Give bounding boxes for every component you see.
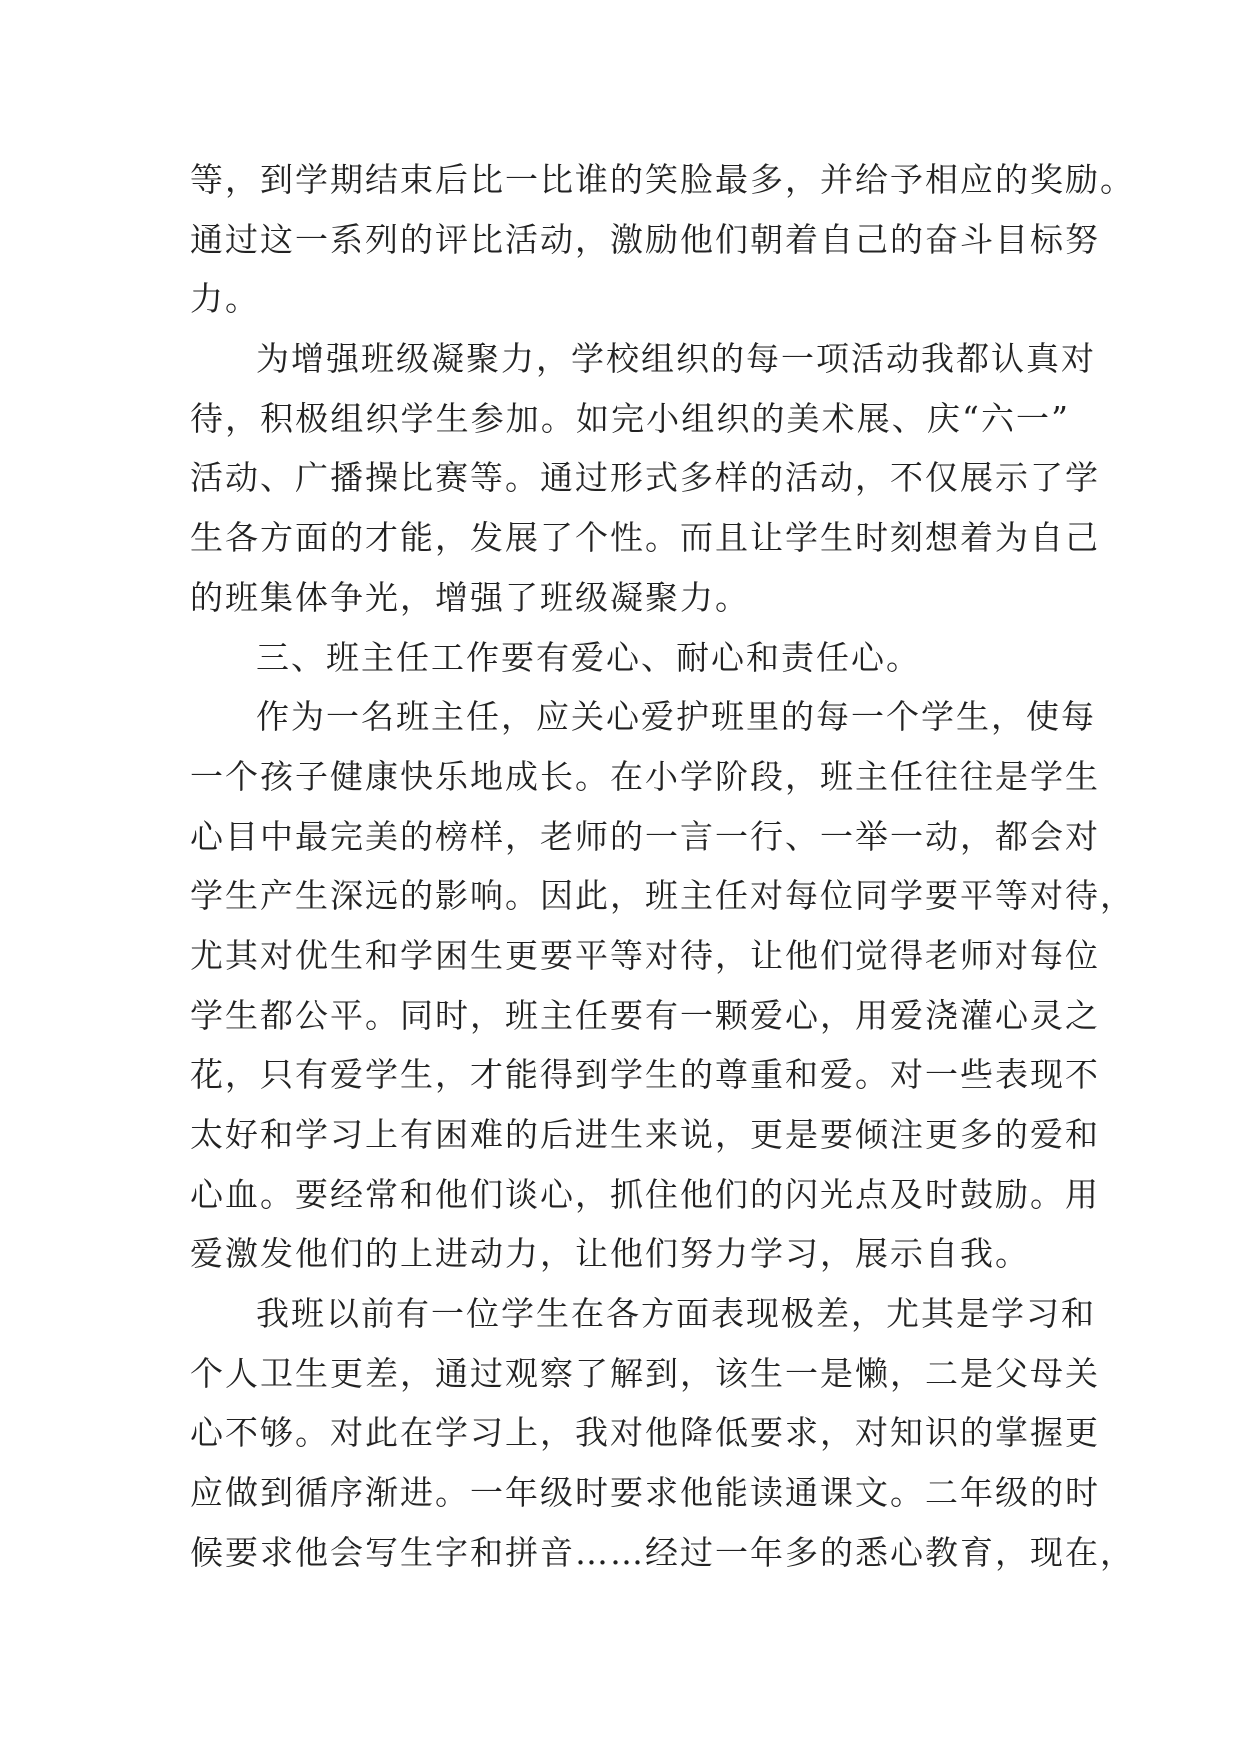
text-line: 生各方面的才能，发展了个性。而且让学生时刻想着为自己 bbox=[190, 518, 1100, 558]
text-line: 我班以前有一位学生在各方面表现极差，尤其是学习和 bbox=[256, 1294, 1096, 1334]
text-line: 心血。要经常和他们谈心，抓住他们的闪光点及时鼓励。用 bbox=[190, 1174, 1100, 1214]
text-line: 爱激发他们的上进动力，让他们努力学习，展示自我。 bbox=[190, 1234, 1030, 1274]
text-line: 待，积极组织学生参加。如完小组织的美术展、庆“六一” bbox=[190, 398, 1070, 438]
text-line: 三、班主任工作要有爱心、耐心和责任心。 bbox=[256, 637, 921, 677]
text-line: 应做到循序渐进。一年级时要求他能读通课文。二年级的时 bbox=[190, 1473, 1100, 1513]
body-text bbox=[190, 150, 1135, 1583]
text-line: 个人卫生更差，通过观察了解到，该生一是懒，二是父母关 bbox=[190, 1353, 1100, 1393]
text-line: 通过这一系列的评比活动，激励他们朝着自己的奋斗目标努 bbox=[190, 219, 1100, 259]
text-line: 力。 bbox=[190, 279, 260, 319]
text-line: 等，到学期结束后比一比谁的笑脸最多，并给予相应的奖励。 bbox=[190, 160, 1135, 199]
text-line: 尤其对优生和学困生更要平等对待，让他们觉得老师对每位 bbox=[190, 935, 1100, 975]
text-line: 学生都公平。同时，班主任要有一颗爱心，用爱浇灌心灵之 bbox=[190, 995, 1100, 1035]
text-line: 心目中最完美的榜样，老师的一言一行、一举一动，都会对 bbox=[190, 816, 1100, 856]
text-line: 作为一名班主任，应关心爱护班里的每一个学生，使每 bbox=[256, 697, 1096, 737]
text-line: 为增强班级凝聚力，学校组织的每一项活动我都认真对 bbox=[256, 339, 1096, 379]
text-line: 候要求他会写生字和拼音……经过一年多的悉心教育，现在， bbox=[190, 1532, 1135, 1572]
text-line: 的班集体争光，增强了班级凝聚力。 bbox=[190, 577, 750, 617]
text-line: 心不够。对此在学习上，我对他降低要求，对知识的掌握更 bbox=[190, 1413, 1100, 1453]
text-line: 太好和学习上有困难的后进生来说，更是要倾注更多的爱和 bbox=[190, 1115, 1100, 1154]
text-line: 一个孩子健康快乐地成长。在小学阶段，班主任往往是学生 bbox=[190, 756, 1100, 796]
text-line: 花，只有爱学生，才能得到学生的尊重和爱。对一些表现不 bbox=[190, 1055, 1100, 1095]
text-line: 活动、广播操比赛等。通过形式多样的活动，不仅展示了学 bbox=[190, 458, 1100, 498]
text-line: 学生产生深远的影响。因此，班主任对每位同学要平等对待， bbox=[190, 876, 1135, 916]
